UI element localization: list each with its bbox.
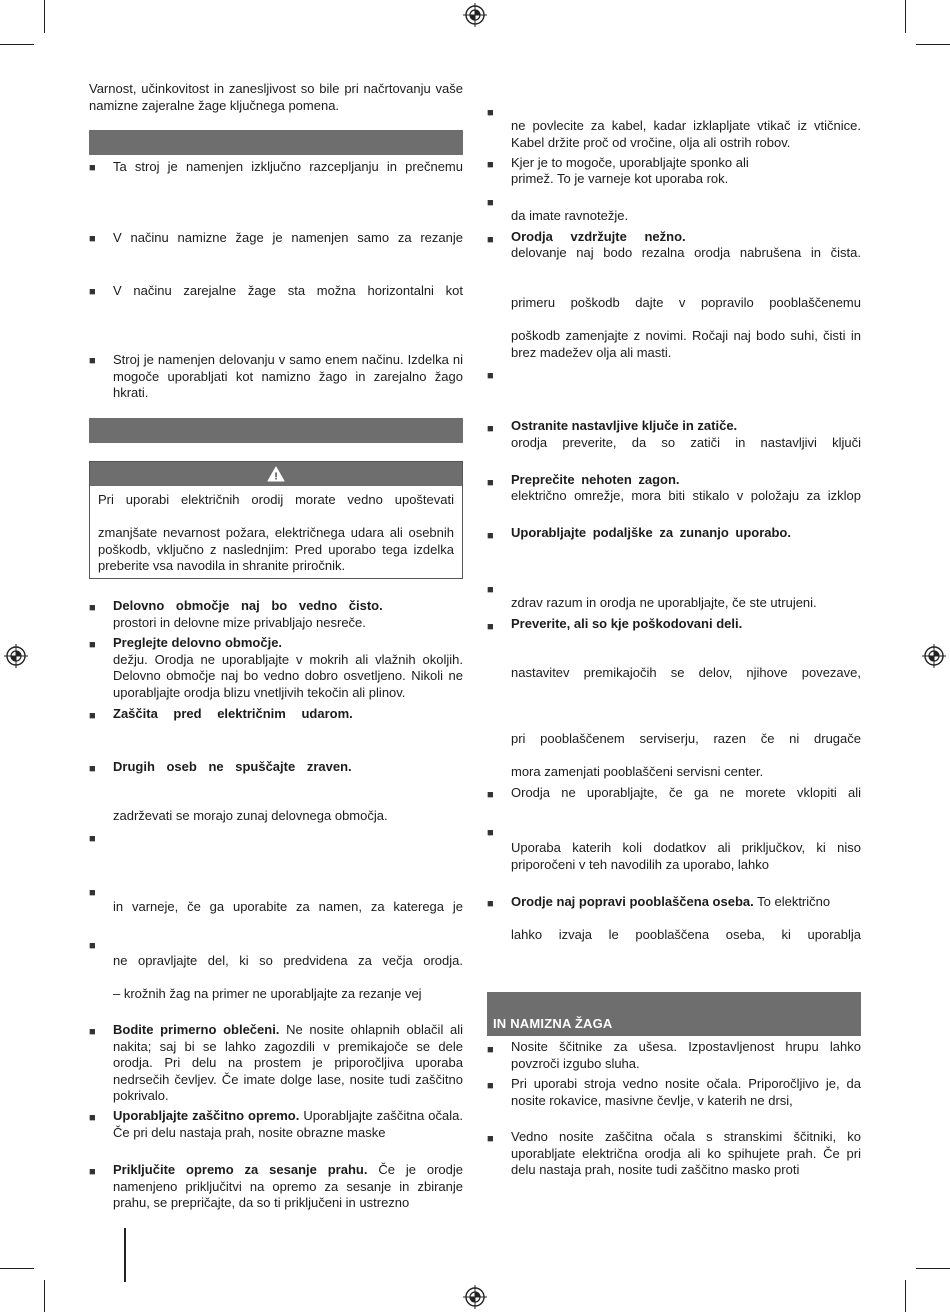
rule-text: električno omrežje, mora biti stikalo v položaju za izklop <box>511 488 861 503</box>
rule-text: dežju. Orodja ne uporabljajte v mokrih ali vlažnih okoljih. Delovno območje naj bo vedno dobro osvetljeno. Nikoli ne uporabljajte orodja blizu vnetljivih tekočin ali plinov. <box>113 651 463 700</box>
registration-mark-icon <box>463 1285 487 1309</box>
section-bar-safety <box>89 418 463 443</box>
rule-text: Kjer je to mogoče, uporabljajte sponko ali <box>511 155 749 170</box>
warning-box <box>89 461 463 579</box>
bullet: ■ <box>487 1080 494 1092</box>
rule-text: primež. To je varneje kot uporaba rok. <box>511 171 729 186</box>
bullet: ■ <box>89 602 96 614</box>
rule-item <box>113 1108 463 1141</box>
rule-item <box>113 635 463 701</box>
bullet: ■ <box>487 789 494 801</box>
rule-item <box>113 1162 463 1212</box>
rule-text: prostori in delovne mize privabljajo nesreče. <box>113 614 366 630</box>
rule-text: orodja preverite, da so zatiči in nastavljivi ključi <box>511 435 861 450</box>
rule-text: Če je orodje namenjeno priključitvi na opremo za sesanje in zbiranje prahu, se prepričajte, da so ti priključeni in ustrezno <box>113 1162 463 1210</box>
bullet: ■ <box>89 286 96 298</box>
rule-item <box>511 616 861 633</box>
bullet: ■ <box>487 370 494 382</box>
svg-text:!: ! <box>274 471 278 482</box>
bullet: ■ <box>89 763 96 775</box>
rule-text: Ne nosite ohlapnih oblačil ali nakita; saj bi se lahko zagozdili v premikajoče se dele orodja. Pri delu na prostem je priporočljiva uporaba nedrsečih čevljev. Če imate dolge lase, nosite tudi zaščitno pokrivalo. <box>113 1022 463 1103</box>
rule-item <box>113 759 463 776</box>
rule-item <box>113 1022 463 1105</box>
rule-title: Preprečite nehoten zagon. <box>511 472 680 487</box>
rule-item <box>511 525 861 542</box>
bullet: ■ <box>487 584 494 596</box>
bullet: ■ <box>487 107 494 119</box>
use-item: Ta stroj je namenjen izključno razcepljanju in prečnemu <box>113 159 463 174</box>
rule-item <box>511 229 861 246</box>
bullet: ■ <box>89 1112 96 1124</box>
rule-item <box>511 472 861 489</box>
rule-item <box>511 894 861 911</box>
rule-text: ne opravljajte del, ki so predvidena za večja orodja. <box>113 953 463 968</box>
rule-text: in varneje, če ga uporabite za namen, za katerega je <box>113 899 463 914</box>
rule-item <box>113 706 463 723</box>
section-bar-table-saw <box>487 992 861 1036</box>
warning-header <box>90 462 462 486</box>
bullet: ■ <box>89 833 96 845</box>
crop-mark <box>905 0 906 33</box>
rule-title: Preglejte delovno območje. <box>113 635 283 650</box>
bullet: ■ <box>89 162 96 174</box>
rule-text: Vedno nosite zaščitna očala s stranskimi ščitniki, ko uporabljate električna orodja ali ko spihujete prah. Če pri delu nastaja prah, nosite tudi zaščitno masko proti <box>511 1129 861 1177</box>
rule-title: Uporabljajte zaščitno opremo. <box>113 1108 300 1123</box>
rule-text: zdrav razum in orodja ne uporabljajte, če ste utrujeni. <box>511 595 817 610</box>
rule-text: zadrževati se morajo zunaj delovnega območja. <box>113 808 388 823</box>
crop-mark <box>44 1280 45 1312</box>
rule-item <box>511 418 861 435</box>
page-edge-line <box>124 1228 126 1282</box>
rule-text: Pri uporabi stroja vedno nosite očala. Priporočljivo je, da nosite rokavice, masivne čevlje, v katerih ne drsi, <box>511 1076 861 1108</box>
bullet: ■ <box>487 234 494 246</box>
rule-title: Preverite, ali so kje poškodovani deli. <box>511 616 743 631</box>
intro-paragraph: Varnost, učinkovitost in zanesljivost so bile pri načrtovanju vaše namizne zajeralne žage ključnega pomena. <box>89 81 463 113</box>
rule-title: Drugih oseb ne spuščajte zraven. <box>113 759 352 774</box>
crop-mark <box>0 1268 34 1269</box>
bullet: ■ <box>89 887 96 899</box>
rule-title: Orodja vzdržujte nežno. <box>511 229 686 244</box>
bullet: ■ <box>487 827 494 839</box>
rule-text: To električno <box>757 894 831 909</box>
section-bar-intended-use <box>89 130 463 155</box>
bullet: ■ <box>487 197 494 209</box>
rule-text: lahko izvaja le pooblaščena oseba, ki uporablja <box>511 927 861 942</box>
rule-text: Nosite ščitnike za ušesa. Izpostavljenost hrupu lahko povzroči izgubo sluha. <box>511 1039 861 1071</box>
use-item: Stroj je namenjen delovanju v samo enem načinu. Izdelka ni mogoče uporabljati kot namizno žago in zarejalno žago hkrati. <box>113 352 463 400</box>
crop-mark <box>44 0 45 33</box>
rule-text: Uporabljajte zaščitna očala. Če pri delu nastaja prah, nosite obrazne maske <box>113 1108 463 1140</box>
rule-text: nastavitev premikajočih se delov, njihove povezave, <box>511 665 861 680</box>
bullet: ■ <box>487 621 494 633</box>
bullet: ■ <box>487 1044 494 1056</box>
bullet: ■ <box>89 233 96 245</box>
bullet: ■ <box>89 639 96 651</box>
rule-title: Priključite opremo za sesanje prahu. <box>113 1162 368 1177</box>
bullet: ■ <box>89 355 96 367</box>
section-title: IN NAMIZNA ŽAGA <box>493 1015 613 1031</box>
rule-text: – krožnih žag na primer ne uporabljajte za rezanje vej <box>113 986 422 1001</box>
crop-mark <box>905 1280 906 1312</box>
rule-title: Uporabljajte podaljške za zunanjo uporabo. <box>511 525 791 540</box>
rule-text: primeru poškodb dajte v popravilo pooblaščenemu <box>511 295 861 310</box>
registration-mark-icon <box>463 3 487 27</box>
rule-text: pri pooblaščenem serviserju, razen če ni drugače <box>511 731 861 746</box>
rule-text: da imate ravnotežje. <box>511 208 629 223</box>
bullet: ■ <box>487 159 494 171</box>
bullet: ■ <box>487 898 494 910</box>
crop-mark <box>0 44 34 45</box>
rule-text: Orodja ne uporabljajte, če ga ne morete vklopiti ali <box>511 785 861 800</box>
use-item: V načinu zarejalne žage sta možna horizontalni kot <box>113 283 463 298</box>
warning-text: Pri uporabi električnih orodij morate vedno upoštevati <box>98 492 454 507</box>
use-item: V načinu namizne žage je namenjen samo za rezanje <box>113 230 463 245</box>
bullet: ■ <box>487 530 494 542</box>
warning-triangle-icon <box>267 466 285 482</box>
bullet: ■ <box>89 1026 96 1038</box>
crop-mark <box>916 44 950 45</box>
rule-text: ne povlecite za kabel, kadar izklapljate vtikač iz vtičnice. Kabel držite proč od vročine, olja ali ostrih robov. <box>511 118 861 150</box>
bullet: ■ <box>89 710 96 722</box>
bullet: ■ <box>89 1166 96 1178</box>
rule-title: Delovno območje naj bo vedno čisto. <box>113 598 383 613</box>
bullet: ■ <box>89 940 96 952</box>
bullet: ■ <box>487 1133 494 1145</box>
rule-title: Ostranite nastavljive ključe in zatiče. <box>511 418 738 433</box>
rule-title: Orodje naj popravi pooblaščena oseba. <box>511 894 754 909</box>
rule-item <box>113 598 463 631</box>
registration-mark-icon <box>4 644 28 668</box>
rule-title: Bodite primerno oblečeni. <box>113 1022 280 1037</box>
bullet: ■ <box>487 477 494 489</box>
rule-text: poškodb zamenjajte z novimi. Ročaji naj bodo suhi, čisti in brez madežev olja ali masti. <box>511 328 861 360</box>
crop-mark <box>916 1268 950 1269</box>
registration-mark-icon <box>922 644 946 668</box>
bullet: ■ <box>487 423 494 435</box>
rule-text: mora zamenjati pooblaščeni servisni center. <box>511 764 764 779</box>
rule-title: Zaščita pred električnim udarom. <box>113 706 353 721</box>
rule-text: delovanje naj bodo rezalna orodja nabrušena in čista. <box>511 245 861 260</box>
warning-text: zmanjšate nevarnost požara, električnega udara ali osebnih poškodb, vključno z naslednjim: Pred uporabo tega izdelka preberite vsa navodila in shranite priročnik. <box>98 525 454 573</box>
rule-text: Uporaba katerih koli dodatkov ali priključkov, ki niso priporočeni v teh navodilih za uporabo, lahko <box>511 840 861 872</box>
